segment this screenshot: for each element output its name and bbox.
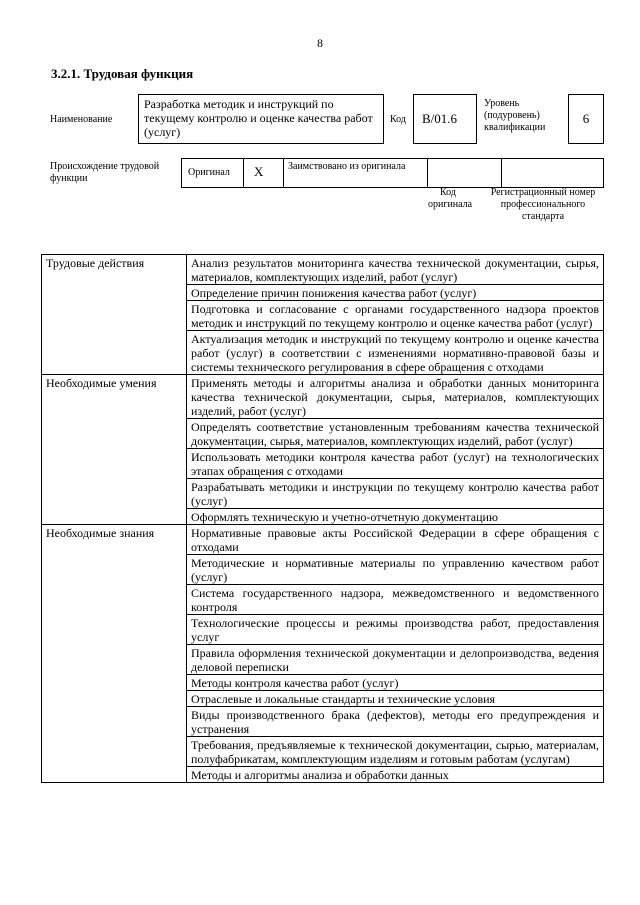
section-item: Использовать методики контроля качества работ (услуг) на технологических этапах обращения с отходами — [187, 449, 604, 479]
page-number: 8 — [317, 36, 323, 50]
naim-label: Наименование — [50, 114, 113, 125]
section-item: Определение причин понижения качества работ (услуг) — [187, 285, 604, 301]
section-item: Нормативные правовые акты Российской Федерации в сфере обращения с отходами — [187, 525, 604, 555]
section-item: Определять соответствие установленным требованиям качества технической документации, сырья, материалов, комплектующих изделий, работ (услуг) — [187, 419, 604, 449]
section-item: Методы контроля качества работ (услуг) — [187, 675, 604, 691]
function-name-box: Разработка методик и инструкций по текущему контролю и оценке качества работ (услуг) — [138, 94, 384, 144]
original-cell — [182, 159, 244, 187]
section-item: Разрабатывать методики и инструкции по текущему контролю качества работ (услуг) — [187, 479, 604, 509]
level-value-box: 6 — [568, 94, 604, 144]
kod-orig-cell — [428, 159, 502, 187]
level-label: Уровень (подуровень) квалификации — [484, 98, 546, 133]
section-item: Применять методы и алгоритмы анализа и обработки данных мониторинга качества технической документации, сырья, материалов, комплектующих изделий, работ (услуг) — [187, 375, 604, 419]
section-item: Методические и нормативные материалы по управлению качеством работ (услуг) — [187, 555, 604, 585]
table-row — [42, 255, 604, 285]
section-category: Необходимые умения — [42, 375, 187, 525]
reg-number-label: Регистрационный номер профессионального стандарта — [490, 187, 596, 222]
section-item: Система государственного надзора, межведомственного и ведомственного контроля — [187, 585, 604, 615]
section-category: Трудовые действия — [42, 255, 187, 375]
borrowed-label: Заимствовано из оригинала — [288, 161, 406, 172]
section-item: Актуализация методик и инструкций по текущему контролю и оценке качества работ (услуг) в соответствии с изменениями нормативно-правовой базы и системы технического регулирования в сфере обращения с отходами — [187, 331, 604, 375]
table-row — [42, 375, 604, 419]
function-code-box: B/01.6 — [413, 94, 477, 144]
section-title: 3.2.1. Трудовая функция — [51, 66, 194, 81]
section-item: Подготовка и согласование с органами государственного надзора проектов методик и инструкций по текущему контролю и оценке качества работ (услуг) — [187, 301, 604, 331]
origin-box — [181, 158, 604, 188]
origin-label: Происхождение трудовой функции — [50, 161, 160, 184]
kod-label: Код — [390, 114, 406, 125]
function-details-table — [41, 254, 604, 783]
borrowed-cell — [284, 159, 428, 187]
section-item: Технологические процессы и режимы производства работ, предоставления услуг — [187, 615, 604, 645]
section-item: Оформлять техническую и учетно-отчетную документацию — [187, 509, 604, 525]
section-category: Необходимые знания — [42, 525, 187, 783]
section-item: Виды производственного брака (дефектов), методы его предупреждения и устранения — [187, 707, 604, 737]
original-mark-cell — [244, 159, 284, 187]
section-item: Методы и алгоритмы анализа и обработки данных — [187, 767, 604, 783]
section-item: Анализ результатов мониторинга качества технической документации, сырья, материалов, комплектующих изделий, работ (услуг) — [187, 255, 604, 285]
section-item: Требования, предъявляемые к технической документации, сырью, материалам, полуфабрикатам, комплектующим изделиям и готовым работам (услугам) — [187, 737, 604, 767]
section-item: Отраслевые и локальные стандарты и технические условия — [187, 691, 604, 707]
original-label: Оригинал — [188, 167, 230, 178]
original-mark: X — [254, 164, 264, 179]
table-row — [42, 525, 604, 555]
kod-original-label: Код оригинала — [428, 187, 473, 210]
section-item: Правила оформления технической документации и делопроизводства, ведения деловой переписки — [187, 645, 604, 675]
